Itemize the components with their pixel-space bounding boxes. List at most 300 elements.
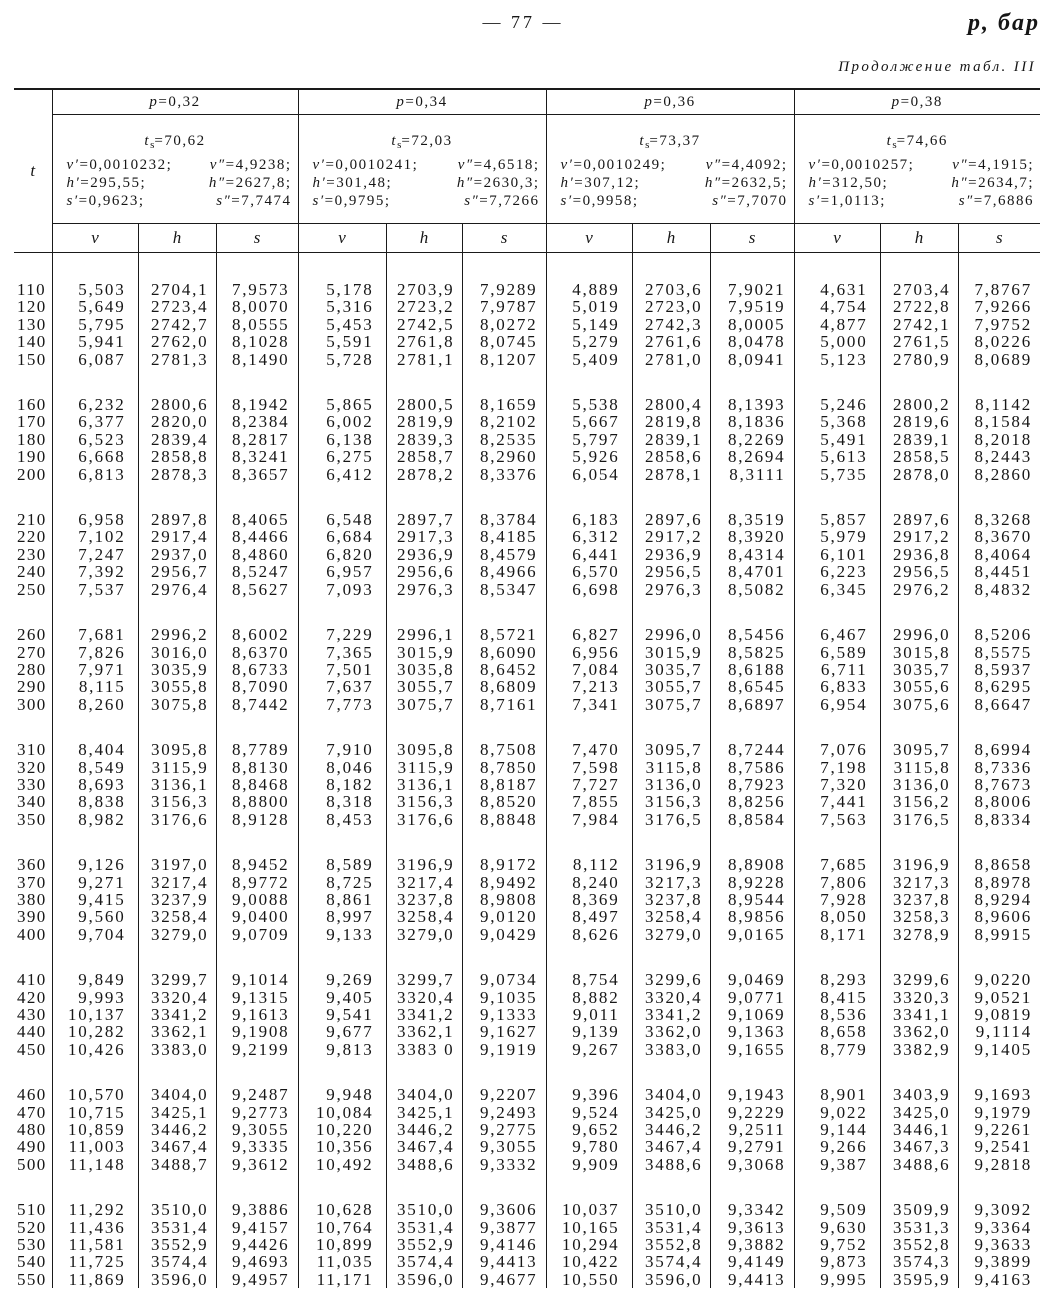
- enthalpy-cell: 3299,6: [880, 971, 958, 988]
- enthalpy-cell: 3196,9: [632, 856, 710, 873]
- entropy-cell: 8,3670: [958, 528, 1040, 545]
- specific-volume-cell: 6,956: [546, 644, 632, 661]
- spacer-cell: [958, 1058, 1040, 1086]
- temperature-cell: 480: [17, 1120, 47, 1140]
- specific-volume-cell: 6,684: [298, 528, 386, 545]
- property-value: =4,9238;: [225, 157, 292, 173]
- entropy-cell: 7,8767: [958, 281, 1040, 298]
- pressure-label: [298, 89, 546, 115]
- spacer-cell: [52, 253, 138, 282]
- enthalpy-cell: 2703,9: [386, 281, 462, 298]
- spacer-cell: [632, 598, 710, 626]
- entropy-cell: 8,5825: [710, 644, 794, 661]
- enthalpy-cell: 3574,4: [386, 1253, 462, 1270]
- specific-volume-cell: 9,387: [794, 1156, 880, 1173]
- specific-volume-cell: 6,570: [546, 563, 632, 580]
- spacer-cell: [546, 1058, 632, 1086]
- entropy-cell: 8,4314: [710, 546, 794, 563]
- property-symbol: h″: [704, 175, 722, 191]
- entropy-cell: 8,4064: [958, 546, 1040, 563]
- entropy-cell: 9,3899: [958, 1253, 1040, 1270]
- enthalpy-cell: 3596,0: [138, 1271, 216, 1288]
- enthalpy-cell: 2723,0: [632, 298, 710, 315]
- enthalpy-cell: 2742,7: [138, 316, 216, 333]
- enthalpy-cell: 2976,3: [632, 581, 710, 598]
- property-value: =0,0010249;: [573, 157, 667, 173]
- spacer-cell: [138, 713, 216, 741]
- specific-volume-cell: 5,857: [794, 511, 880, 528]
- enthalpy-cell: 2781,1: [386, 351, 462, 368]
- spacer-cell: [462, 943, 546, 971]
- specific-volume-cell: 7,320: [794, 776, 880, 793]
- table-row: [14, 546, 1040, 563]
- temperature-column-header: t: [14, 89, 52, 253]
- specific-volume-cell: 9,126: [52, 856, 138, 873]
- specific-volume-cell: 8,754: [546, 971, 632, 988]
- entropy-cell: 9,4957: [216, 1271, 298, 1288]
- specific-volume-cell: 11,292: [52, 1201, 138, 1218]
- saturated-liquid-property: [809, 192, 886, 210]
- spacer-cell: [958, 368, 1040, 396]
- property-symbol: h′: [66, 175, 81, 191]
- enthalpy-cell: 3115,9: [386, 759, 462, 776]
- property-symbol: v″: [705, 157, 722, 173]
- property-symbol: s″: [216, 193, 232, 209]
- enthalpy-cell: 3258,4: [386, 908, 462, 925]
- enthalpy-cell: 3196,9: [880, 856, 958, 873]
- enthalpy-cell: 2996,1: [386, 626, 462, 643]
- specific-volume-cell: 6,954: [794, 696, 880, 713]
- entropy-cell: 9,1333: [462, 1006, 546, 1023]
- enthalpy-cell: 3425,1: [138, 1104, 216, 1121]
- temperature-cell: 180: [17, 429, 47, 449]
- property-symbol: h″: [208, 175, 226, 191]
- specific-volume-cell: 6,958: [52, 511, 138, 528]
- temperature-cell: 460: [17, 1085, 47, 1105]
- enthalpy-cell: 3156,3: [386, 793, 462, 810]
- saturation-property-line: [795, 174, 1041, 192]
- saturated-vapour-property: [712, 192, 787, 210]
- specific-volume-cell: 9,704: [52, 926, 138, 943]
- enthalpy-header: h: [138, 224, 216, 253]
- property-symbol: v′: [312, 157, 326, 173]
- specific-volume-cell: 8,293: [794, 971, 880, 988]
- specific-volume-cell: 9,524: [546, 1104, 632, 1121]
- entropy-cell: 9,2773: [216, 1104, 298, 1121]
- specific-volume-cell: 5,797: [546, 431, 632, 448]
- specific-volume-cell: 9,144: [794, 1121, 880, 1138]
- spacer-cell: [14, 828, 52, 856]
- entropy-cell: 9,2791: [710, 1138, 794, 1155]
- saturation-property-line: [547, 174, 794, 192]
- saturation-temperature: [53, 115, 298, 150]
- table-row: [14, 351, 1040, 368]
- specific-volume-cell: 5,279: [546, 333, 632, 350]
- specific-volume-header: v: [52, 224, 138, 253]
- entropy-cell: 8,0478: [710, 333, 794, 350]
- specific-volume-cell: 10,715: [52, 1104, 138, 1121]
- entropy-cell: 8,5347: [462, 581, 546, 598]
- spacer-cell: [298, 828, 386, 856]
- specific-volume-cell: 8,497: [546, 908, 632, 925]
- temperature-cell: 150: [17, 349, 47, 369]
- entropy-cell: 7,9021: [710, 281, 794, 298]
- specific-volume-cell: 7,076: [794, 741, 880, 758]
- specific-volume-cell: 11,035: [298, 1253, 386, 1270]
- saturated-liquid-property: [67, 174, 147, 192]
- enthalpy-cell: 3258,4: [632, 908, 710, 925]
- enthalpy-cell: 3488,7: [138, 1156, 216, 1173]
- property-value: =4,1915;: [968, 157, 1035, 173]
- pressure-symbol: p: [149, 93, 159, 110]
- entropy-cell: 9,3092: [958, 1201, 1040, 1218]
- spacer-cell: [710, 1173, 794, 1201]
- enthalpy-cell: 2956,6: [386, 563, 462, 580]
- specific-volume-cell: 6,668: [52, 448, 138, 465]
- saturated-vapour-property: [457, 174, 540, 192]
- enthalpy-cell: 2897,8: [138, 511, 216, 528]
- saturation-property-line: [795, 156, 1041, 174]
- spacer-cell: [880, 943, 958, 971]
- property-symbol: s′: [560, 193, 573, 209]
- specific-volume-cell: 7,727: [546, 776, 632, 793]
- entropy-cell: 8,5082: [710, 581, 794, 598]
- specific-volume-cell: 6,589: [794, 644, 880, 661]
- enthalpy-cell: 3320,3: [880, 989, 958, 1006]
- entropy-cell: 7,9289: [462, 281, 546, 298]
- spacer-cell: [710, 828, 794, 856]
- temperature-cell: 340: [17, 792, 47, 812]
- spacer-cell: [14, 713, 52, 741]
- saturation-property-line: [299, 174, 546, 192]
- specific-volume-cell: 6,275: [298, 448, 386, 465]
- specific-volume-cell: 9,396: [546, 1086, 632, 1103]
- specific-volume-cell: 9,011: [546, 1006, 632, 1023]
- enthalpy-cell: 2819,9: [386, 413, 462, 430]
- specific-volume-cell: 8,901: [794, 1086, 880, 1103]
- saturation-property-line: [547, 192, 794, 210]
- property-symbol: h″: [951, 175, 969, 191]
- enthalpy-cell: 2704,1: [138, 281, 216, 298]
- enthalpy-cell: 3467,4: [138, 1138, 216, 1155]
- entropy-header: s: [462, 224, 546, 253]
- enthalpy-cell: 2936,9: [632, 546, 710, 563]
- enthalpy-cell: 2762,0: [138, 333, 216, 350]
- specific-volume-cell: 9,909: [546, 1156, 632, 1173]
- specific-volume-cell: 8,626: [546, 926, 632, 943]
- table-row: [14, 413, 1040, 430]
- enthalpy-cell: 3279,0: [386, 926, 462, 943]
- spacer-cell: [462, 598, 546, 626]
- entropy-cell: 8,8658: [958, 856, 1040, 873]
- table-row: [14, 448, 1040, 465]
- property-symbol: h′: [808, 175, 823, 191]
- entropy-cell: 9,3055: [216, 1121, 298, 1138]
- specific-volume-cell: 6,833: [794, 678, 880, 695]
- saturation-property-line: [299, 192, 546, 210]
- specific-volume-cell: 10,037: [546, 1201, 632, 1218]
- enthalpy-cell: 2858,6: [632, 448, 710, 465]
- entropy-cell: 9,1014: [216, 971, 298, 988]
- entropy-cell: 8,6809: [462, 678, 546, 695]
- spacer-cell: [386, 1173, 462, 1201]
- enthalpy-cell: 3176,5: [632, 811, 710, 828]
- specific-volume-cell: 6,548: [298, 511, 386, 528]
- specific-volume-cell: 8,536: [794, 1006, 880, 1023]
- entropy-cell: 9,3612: [216, 1156, 298, 1173]
- temperature-cell: 510: [17, 1200, 47, 1220]
- spacer-cell: [52, 828, 138, 856]
- spacer-cell: [386, 598, 462, 626]
- enthalpy-cell: 3320,4: [632, 989, 710, 1006]
- entropy-cell: 8,8978: [958, 874, 1040, 891]
- spacer-cell: [794, 253, 880, 282]
- table-row: [14, 298, 1040, 315]
- entropy-cell: 8,3268: [958, 511, 1040, 528]
- spacer-cell: [880, 828, 958, 856]
- entropy-cell: 8,5575: [958, 644, 1040, 661]
- specific-volume-cell: 7,826: [52, 644, 138, 661]
- entropy-cell: 8,6545: [710, 678, 794, 695]
- spacer-cell: [216, 483, 298, 511]
- spacer-cell: [632, 828, 710, 856]
- spacer-cell: [386, 483, 462, 511]
- enthalpy-cell: 3095,7: [632, 741, 710, 758]
- temperature-cell: 450: [17, 1039, 47, 1059]
- entropy-cell: 9,3364: [958, 1219, 1040, 1236]
- enthalpy-cell: 3156,3: [632, 793, 710, 810]
- saturation-property-line: [53, 174, 298, 192]
- entropy-cell: 9,3068: [710, 1156, 794, 1173]
- saturated-liquid-property: [809, 174, 889, 192]
- spacer-cell: [52, 368, 138, 396]
- enthalpy-cell: 2761,6: [632, 333, 710, 350]
- spacer-cell: [298, 483, 386, 511]
- entropy-cell: 8,1028: [216, 333, 298, 350]
- entropy-cell: 8,2694: [710, 448, 794, 465]
- temperature-cell: 140: [17, 332, 47, 352]
- spacer-cell: [216, 598, 298, 626]
- property-value: =4,6518;: [473, 157, 540, 173]
- enthalpy-cell: 3382,9: [880, 1041, 958, 1058]
- entropy-cell: 9,4163: [958, 1271, 1040, 1288]
- specific-volume-cell: 8,997: [298, 908, 386, 925]
- spacer-cell: [880, 483, 958, 511]
- entropy-cell: 8,6994: [958, 741, 1040, 758]
- enthalpy-cell: 3016,0: [138, 644, 216, 661]
- specific-volume-cell: 11,581: [52, 1236, 138, 1253]
- entropy-cell: 9,0088: [216, 891, 298, 908]
- specific-volume-header: v: [298, 224, 386, 253]
- pressure-symbol: p: [644, 93, 654, 110]
- entropy-cell: 8,6733: [216, 661, 298, 678]
- specific-volume-cell: 9,993: [52, 989, 138, 1006]
- entropy-cell: 9,1069: [710, 1006, 794, 1023]
- specific-volume-cell: 7,213: [546, 678, 632, 695]
- property-symbol: v′: [560, 157, 574, 173]
- specific-volume-cell: 7,984: [546, 811, 632, 828]
- enthalpy-cell: 3217,3: [880, 874, 958, 891]
- spacer-cell: [546, 368, 632, 396]
- table-row: [14, 908, 1040, 925]
- entropy-cell: 7,9266: [958, 298, 1040, 315]
- entropy-cell: 8,8130: [216, 759, 298, 776]
- entropy-cell: 8,7586: [710, 759, 794, 776]
- property-symbol: s′: [808, 193, 821, 209]
- saturated-liquid-property: [561, 174, 641, 192]
- enthalpy-cell: 3035,8: [386, 661, 462, 678]
- table-row: [14, 281, 1040, 298]
- temperature-cell: 170: [17, 412, 47, 432]
- spacer-cell: [462, 1058, 546, 1086]
- spacer-cell: [216, 253, 298, 282]
- spacer-cell: [462, 483, 546, 511]
- pressure-symbol: p: [396, 93, 406, 110]
- table-row: [14, 1023, 1040, 1040]
- temperature-cell: 310: [17, 740, 47, 760]
- enthalpy-cell: 2956,5: [632, 563, 710, 580]
- specific-volume-cell: 5,316: [298, 298, 386, 315]
- enthalpy-cell: 3237,9: [138, 891, 216, 908]
- entropy-cell: 8,7442: [216, 696, 298, 713]
- spacer-cell: [632, 1058, 710, 1086]
- enthalpy-cell: 3362,0: [880, 1023, 958, 1040]
- entropy-cell: 8,8908: [710, 856, 794, 873]
- specific-volume-cell: 6,412: [298, 466, 386, 483]
- specific-volume-cell: 10,084: [298, 1104, 386, 1121]
- table-row: [14, 626, 1040, 643]
- specific-volume-cell: 8,779: [794, 1041, 880, 1058]
- enthalpy-cell: 2897,6: [632, 511, 710, 528]
- entropy-cell: 8,4860: [216, 546, 298, 563]
- spacer-cell: [52, 713, 138, 741]
- enthalpy-cell: 2722,8: [880, 298, 958, 315]
- entropy-cell: 9,0709: [216, 926, 298, 943]
- specific-volume-cell: 6,813: [52, 466, 138, 483]
- table-row: [14, 1138, 1040, 1155]
- specific-volume-cell: 8,589: [298, 856, 386, 873]
- saturation-header-row: [14, 115, 1040, 224]
- specific-volume-cell: 8,725: [298, 874, 386, 891]
- specific-volume-cell: 6,711: [794, 661, 880, 678]
- saturation-properties: [546, 115, 794, 224]
- specific-volume-cell: 9,509: [794, 1201, 880, 1218]
- enthalpy-header: h: [386, 224, 462, 253]
- entropy-cell: 8,3241: [216, 448, 298, 465]
- specific-volume-cell: 5,538: [546, 396, 632, 413]
- entropy-cell: 8,4832: [958, 581, 1040, 598]
- specific-volume-cell: 7,501: [298, 661, 386, 678]
- spacer-cell: [958, 483, 1040, 511]
- enthalpy-cell: 2976,4: [138, 581, 216, 598]
- entropy-cell: 9,2229: [710, 1104, 794, 1121]
- spacer-cell: [216, 828, 298, 856]
- entropy-cell: 9,0165: [710, 926, 794, 943]
- property-symbol: v″: [209, 157, 226, 173]
- spacer-cell: [462, 713, 546, 741]
- entropy-cell: 9,1315: [216, 989, 298, 1006]
- property-value: =7,7474: [231, 193, 292, 209]
- property-value: =2632,5;: [721, 175, 788, 191]
- specific-volume-cell: 5,019: [546, 298, 632, 315]
- entropy-cell: 8,7244: [710, 741, 794, 758]
- specific-volume-cell: 5,178: [298, 281, 386, 298]
- entropy-cell: 8,0555: [216, 316, 298, 333]
- specific-volume-cell: 8,838: [52, 793, 138, 810]
- specific-volume-cell: 7,971: [52, 661, 138, 678]
- entropy-cell: 8,9544: [710, 891, 794, 908]
- specific-volume-cell: 5,246: [794, 396, 880, 413]
- enthalpy-cell: 3467,3: [880, 1138, 958, 1155]
- entropy-cell: 8,4966: [462, 563, 546, 580]
- enthalpy-cell: 3217,3: [632, 874, 710, 891]
- table-row: [14, 1121, 1040, 1138]
- entropy-cell: 8,2860: [958, 466, 1040, 483]
- saturated-vapour-property: [464, 192, 539, 210]
- enthalpy-cell: 3035,9: [138, 661, 216, 678]
- table-row: [14, 856, 1040, 873]
- specific-volume-cell: 7,637: [298, 678, 386, 695]
- specific-volume-cell: 9,269: [298, 971, 386, 988]
- temperature-cell: 330: [17, 774, 47, 794]
- column-header-row: [14, 224, 1040, 253]
- spacer-cell: [138, 598, 216, 626]
- entropy-cell: 8,4579: [462, 546, 546, 563]
- row-group-spacer: [14, 1173, 1040, 1201]
- specific-volume-cell: 11,436: [52, 1219, 138, 1236]
- enthalpy-cell: 3095,8: [386, 741, 462, 758]
- specific-volume-cell: 9,873: [794, 1253, 880, 1270]
- entropy-cell: 9,3342: [710, 1201, 794, 1218]
- enthalpy-cell: 3055,6: [880, 678, 958, 695]
- entropy-cell: 8,2018: [958, 431, 1040, 448]
- spacer-cell: [138, 828, 216, 856]
- spacer-cell: [632, 943, 710, 971]
- enthalpy-cell: 2976,2: [880, 581, 958, 598]
- entropy-cell: 9,4426: [216, 1236, 298, 1253]
- spacer-cell: [632, 368, 710, 396]
- spacer-cell: [710, 483, 794, 511]
- spacer-cell: [632, 483, 710, 511]
- specific-volume-cell: 9,271: [52, 874, 138, 891]
- enthalpy-cell: 2858,8: [138, 448, 216, 465]
- entropy-cell: 8,6897: [710, 696, 794, 713]
- enthalpy-cell: 3095,7: [880, 741, 958, 758]
- specific-volume-cell: 9,266: [794, 1138, 880, 1155]
- enthalpy-cell: 2858,7: [386, 448, 462, 465]
- property-value: =2634,7;: [968, 175, 1035, 191]
- saturated-liquid-property: [67, 192, 145, 210]
- specific-volume-cell: 5,000: [794, 333, 880, 350]
- enthalpy-cell: 3055,8: [138, 678, 216, 695]
- ts-subscript: s: [397, 139, 402, 151]
- enthalpy-cell: 3404,0: [138, 1086, 216, 1103]
- saturated-liquid-property: [313, 174, 393, 192]
- enthalpy-cell: 2878,3: [138, 466, 216, 483]
- entropy-cell: 8,2960: [462, 448, 546, 465]
- specific-volume-cell: 11,869: [52, 1271, 138, 1288]
- table-row: [14, 1104, 1040, 1121]
- enthalpy-cell: 2800,4: [632, 396, 710, 413]
- specific-volume-cell: 6,467: [794, 626, 880, 643]
- enthalpy-cell: 2996,0: [632, 626, 710, 643]
- enthalpy-header: h: [880, 224, 958, 253]
- spacer-cell: [52, 943, 138, 971]
- property-value: =0,9958;: [572, 193, 639, 209]
- entropy-cell: 8,2443: [958, 448, 1040, 465]
- table-row: [14, 1006, 1040, 1023]
- spacer-cell: [632, 253, 710, 282]
